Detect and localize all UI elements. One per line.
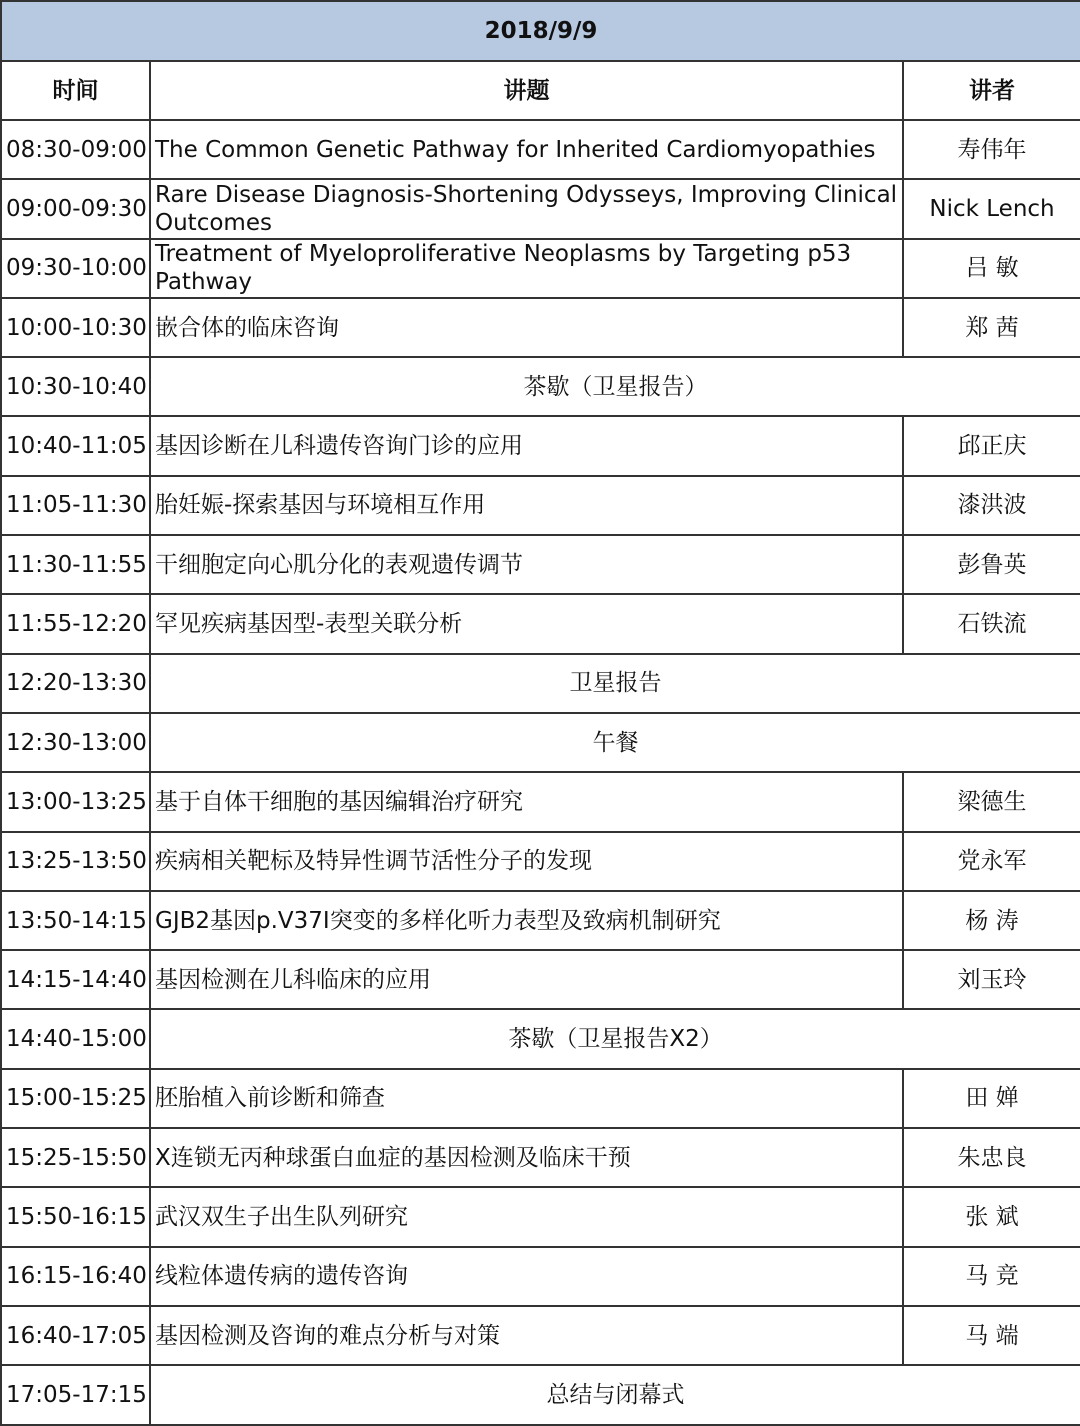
table-row	[1, 950, 1080, 1009]
session-topic: 罕见疾病基因型-表型关联分析	[150, 594, 903, 653]
table-row	[1, 120, 1080, 179]
session-topic: 基于自体干细胞的基因编辑治疗研究	[150, 772, 903, 831]
session-topic: GJB2基因p.V37I突变的多样化听力表型及致病机制研究	[150, 891, 903, 950]
session-time: 10:00-10:30	[1, 298, 150, 357]
session-speaker: 马 竞	[903, 1247, 1080, 1306]
session-topic: The Common Genetic Pathway for Inherited Cardiomyopathies	[150, 120, 903, 179]
session-time: 16:15-16:40	[1, 1247, 150, 1306]
session-topic: X连锁无丙种球蛋白血症的基因检测及临床干预	[150, 1128, 903, 1187]
session-time: 12:30-13:00	[1, 713, 150, 772]
session-time: 08:30-09:00	[1, 120, 150, 179]
session-speaker: 邱正庆	[903, 416, 1080, 475]
session-topic: Treatment of Myeloproliferative Neoplasms by Targeting p53 Pathway	[150, 239, 903, 298]
table-row	[1, 239, 1080, 298]
table-row	[1, 772, 1080, 831]
session-time: 13:50-14:15	[1, 891, 150, 950]
table-row	[1, 654, 1080, 713]
table-row	[1, 416, 1080, 475]
session-topic: 武汉双生子出生队列研究	[150, 1187, 903, 1246]
table-row	[1, 713, 1080, 772]
session-time: 14:15-14:40	[1, 950, 150, 1009]
session-time: 14:40-15:00	[1, 1009, 150, 1068]
session-time: 10:40-11:05	[1, 416, 150, 475]
table-row	[1, 1247, 1080, 1306]
session-time: 15:00-15:25	[1, 1069, 150, 1128]
break-session: 午餐	[150, 713, 1080, 772]
table-row	[1, 1306, 1080, 1365]
session-speaker: 吕 敏	[903, 239, 1080, 298]
session-speaker: 彭鲁英	[903, 535, 1080, 594]
table-row	[1, 1128, 1080, 1187]
session-time: 13:00-13:25	[1, 772, 150, 831]
session-speaker: 田 婵	[903, 1069, 1080, 1128]
session-time: 11:05-11:30	[1, 476, 150, 535]
session-speaker: 杨 涛	[903, 891, 1080, 950]
session-topic: 基因诊断在儿科遗传咨询门诊的应用	[150, 416, 903, 475]
session-speaker: 朱忠良	[903, 1128, 1080, 1187]
column-header-row	[1, 61, 1080, 120]
table-row	[1, 1365, 1080, 1424]
schedule-date: 2018/9/9	[1, 1, 1080, 61]
table-row	[1, 594, 1080, 653]
table-row	[1, 891, 1080, 950]
session-time: 15:25-15:50	[1, 1128, 150, 1187]
session-time: 09:00-09:30	[1, 179, 150, 238]
session-topic: 胚胎植入前诊断和筛查	[150, 1069, 903, 1128]
session-topic: 基因检测及咨询的难点分析与对策	[150, 1306, 903, 1365]
session-speaker: 刘玉玲	[903, 950, 1080, 1009]
session-time: 11:55-12:20	[1, 594, 150, 653]
session-time: 17:05-17:15	[1, 1365, 150, 1424]
table-row	[1, 1187, 1080, 1246]
table-row	[1, 1009, 1080, 1068]
break-session: 茶歇（卫星报告X2）	[150, 1009, 1080, 1068]
break-session: 卫星报告	[150, 654, 1080, 713]
session-speaker: Nick Lench	[903, 179, 1080, 238]
session-topic: 胎妊娠-探索基因与环境相互作用	[150, 476, 903, 535]
session-speaker: 党永军	[903, 832, 1080, 891]
table-row	[1, 298, 1080, 357]
session-topic: Rare Disease Diagnosis-Shortening Odysseys, Improving Clinical Outcomes	[150, 179, 903, 238]
session-time: 10:30-10:40	[1, 357, 150, 416]
session-topic: 干细胞定向心肌分化的表观遗传调节	[150, 535, 903, 594]
session-time: 09:30-10:00	[1, 239, 150, 298]
table-row	[1, 535, 1080, 594]
date-header-row	[1, 1, 1080, 61]
session-speaker: 张 斌	[903, 1187, 1080, 1246]
topic-column-header: 讲题	[150, 61, 903, 120]
session-speaker: 漆洪波	[903, 476, 1080, 535]
table-row	[1, 357, 1080, 416]
session-topic: 疾病相关靶标及特异性调节活性分子的发现	[150, 832, 903, 891]
speaker-column-header: 讲者	[903, 61, 1080, 120]
session-time: 16:40-17:05	[1, 1306, 150, 1365]
table-row	[1, 1069, 1080, 1128]
session-topic: 基因检测在儿科临床的应用	[150, 950, 903, 1009]
break-session: 总结与闭幕式	[150, 1365, 1080, 1424]
session-time: 15:50-16:15	[1, 1187, 150, 1246]
session-time: 11:30-11:55	[1, 535, 150, 594]
time-column-header: 时间	[1, 61, 150, 120]
break-session: 茶歇（卫星报告）	[150, 357, 1080, 416]
session-speaker: 石铁流	[903, 594, 1080, 653]
session-speaker: 梁德生	[903, 772, 1080, 831]
table-row	[1, 476, 1080, 535]
session-speaker: 郑 茜	[903, 298, 1080, 357]
session-time: 13:25-13:50	[1, 832, 150, 891]
session-topic: 线粒体遗传病的遗传咨询	[150, 1247, 903, 1306]
schedule-body	[1, 120, 1080, 1425]
session-time: 12:20-13:30	[1, 654, 150, 713]
session-speaker: 马 端	[903, 1306, 1080, 1365]
table-row	[1, 832, 1080, 891]
session-topic: 嵌合体的临床咨询	[150, 298, 903, 357]
session-speaker: 寿伟年	[903, 120, 1080, 179]
table-row	[1, 179, 1080, 238]
